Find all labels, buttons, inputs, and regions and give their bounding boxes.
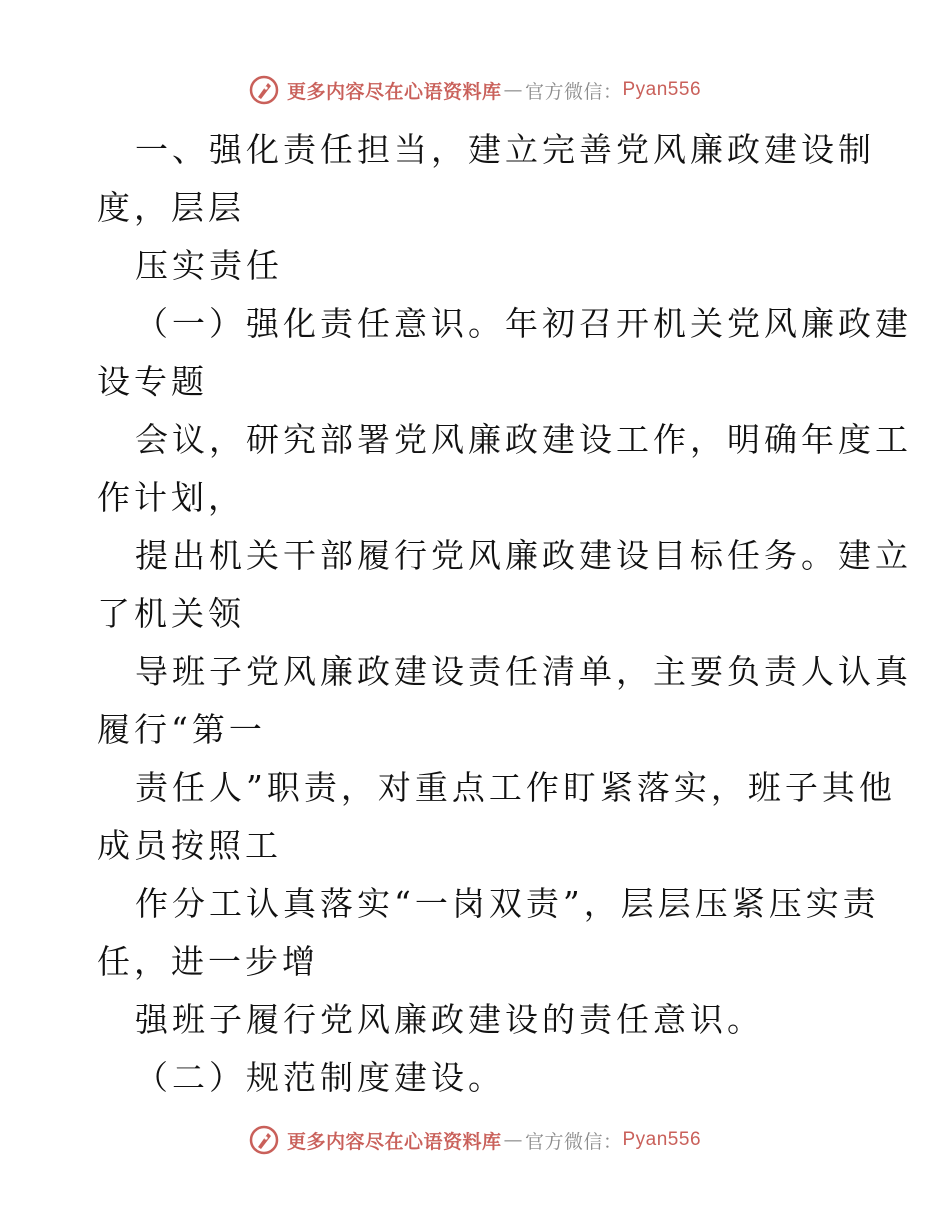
pen-nib-logo-icon <box>249 75 279 105</box>
text-line: 强班子履行党风廉政建设的责任意识。 <box>135 1000 764 1039</box>
text-line: 提出机关干部履行党风廉政建设目标任务。建立 <box>135 536 912 575</box>
text-line: 成员按照工 <box>97 826 282 865</box>
text-line: 任，进一步增 <box>97 942 319 981</box>
text-line: 履行“第一 <box>97 710 266 749</box>
footer-watermark <box>0 1120 950 1160</box>
text-line: 导班子党风廉政建设责任清单，主要负责人认真 <box>135 652 912 691</box>
text-line: 设专题 <box>97 362 208 401</box>
text-line: 度，层层 <box>97 188 245 227</box>
text-line: 会议，研究部署党风廉政建设工作，明确年度工 <box>135 420 912 459</box>
header-watermark <box>0 70 950 110</box>
text-line: 作分工认真落实“一岗双责”，层层压紧压实责 <box>135 884 880 923</box>
watermark-dash: — <box>503 1129 523 1151</box>
watermark-brand: 更多内容尽在心语资料库 <box>286 1130 502 1153</box>
watermark-dash: — <box>503 79 523 101</box>
watermark-text <box>287 1127 701 1154</box>
pen-nib-logo-icon <box>249 1125 279 1155</box>
watermark-wechat-id: Pyan556 <box>622 1129 702 1150</box>
watermark-text <box>287 77 701 104</box>
text-line: 了机关领 <box>97 594 245 633</box>
text-line: 责任人”职责，对重点工作盯紧落实，班子其他 <box>135 768 896 807</box>
text-line: 压实责任 <box>135 246 283 285</box>
watermark-brand: 更多内容尽在心语资料库 <box>286 80 502 103</box>
text-line: （二）规范制度建设。 <box>135 1058 505 1097</box>
watermark-official-label: 官方微信： <box>524 80 623 103</box>
watermark-wechat-id: Pyan556 <box>622 79 702 100</box>
text-line: 作计划， <box>97 478 245 517</box>
watermark-official-label: 官方微信： <box>524 1130 623 1153</box>
text-line: （一）强化责任意识。年初召开机关党风廉政建 <box>135 304 912 343</box>
text-line: 一、强化责任担当，建立完善党风廉政建设制 <box>135 130 875 169</box>
